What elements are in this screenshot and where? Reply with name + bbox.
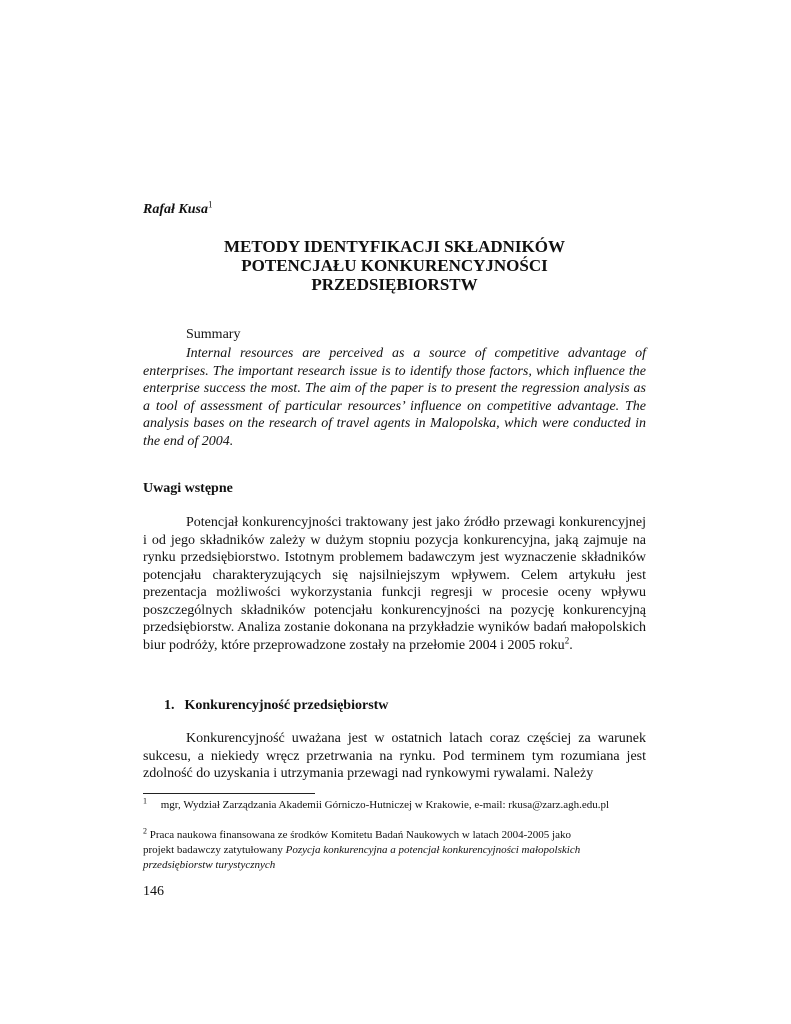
intro-paragraph — [143, 514, 646, 654]
summary-label: Summary — [186, 327, 241, 342]
footnote-2-italic-title: Pozycja konkurencyjna a potencjał konkurencyjności małopolskich przedsiębiorstw turystycznych — [143, 844, 581, 871]
footnote-2-mark: 2 — [143, 826, 147, 836]
intro-heading: Uwagi wstępne — [143, 481, 233, 496]
paper-page — [143, 0, 646, 1024]
author-name — [143, 199, 213, 218]
footnote-divider — [143, 793, 315, 794]
section-1-heading — [164, 698, 388, 714]
author-name-text: Rafał Kusa — [143, 202, 208, 217]
footnote-2-line-1: Praca naukowa finansowana ze środków Komitetu Badań Naukowych w latach 2004-2005 jako — [149, 829, 571, 841]
paper-title — [143, 237, 646, 294]
intro-paragraph-text: Potencjał konkurencyjności traktowany jest jako źródło przewagi konkurencyjnej i od jego składników zależy w dużym stopniu pozycja konkurencyjna, jaką zajmuje na rynku przedsiębiorstwo. Istotnym problemem badawczym jest wyznaczenie składników potencjału charakteryzujących się najsilniejszym wpływem. Celem artykułu jest prezentacja możliwości wykorzystania funkcji regresji w procesie oceny wpływu poszczególnych składników potencjału konkurencyjności na pozycję konkurencyjną przedsiębiorstw. Analiza zostanie dokonana na przykładzie wyników badań małopolskich biur podróży, które przeprowadzone zostały na przełomie 2004 i 2005 roku — [143, 515, 646, 653]
author-footnote-mark: 1 — [207, 199, 213, 210]
footnote-2 — [143, 828, 646, 873]
footnote-1 — [143, 798, 646, 813]
footnote-1-mark: 1 — [143, 796, 147, 806]
section-1-paragraph: Konkurencyjność uważana jest w ostatnich latach coraz częściej za warunek sukcesu, a niekiedy wręcz przetrwania na rynku. Pod terminem tym rozumiana jest zdolność do uzyskania i utrzymania przewagi nad rynkowymi rywalami. Należy — [143, 731, 646, 781]
intro-footnote-mark: 2 — [564, 634, 570, 645]
section-1-title: Konkurencyjność przedsiębiorstw — [184, 698, 389, 713]
title-line-2: POTENCJAŁU KONKURENCYJNOŚCI — [241, 256, 548, 275]
summary-text: Internal resources are perceived as a source of competitive advantage of enterprises. The important research issue is to identify those factors, which influence the enterprise success the most. The aim of the paper is to present the regression analysis as a tool of assessment of particular resources’ influence on competitive advantage. The analysis bases on the research of travel agents in Malopolska, which were conducted in the end of 2004. — [143, 346, 646, 449]
page-number: 146 — [143, 884, 164, 899]
title-line-1: METODY IDENTYFIKACJI SKŁADNIKÓW — [224, 237, 565, 256]
footnote-2-line-2: projekt badawczy zatytułowany — [143, 844, 286, 856]
title-line-3: PRZEDSIĘBIORSTW — [311, 275, 478, 294]
intro-paragraph-end: . — [569, 637, 573, 653]
section-1-number: 1. — [164, 698, 175, 713]
footnote-1-text: mgr, Wydział Zarządzania Akademii Górniczo-Hutniczej w Krakowie, e-mail: rkusa@zarz.agh.edu.pl — [160, 799, 610, 811]
